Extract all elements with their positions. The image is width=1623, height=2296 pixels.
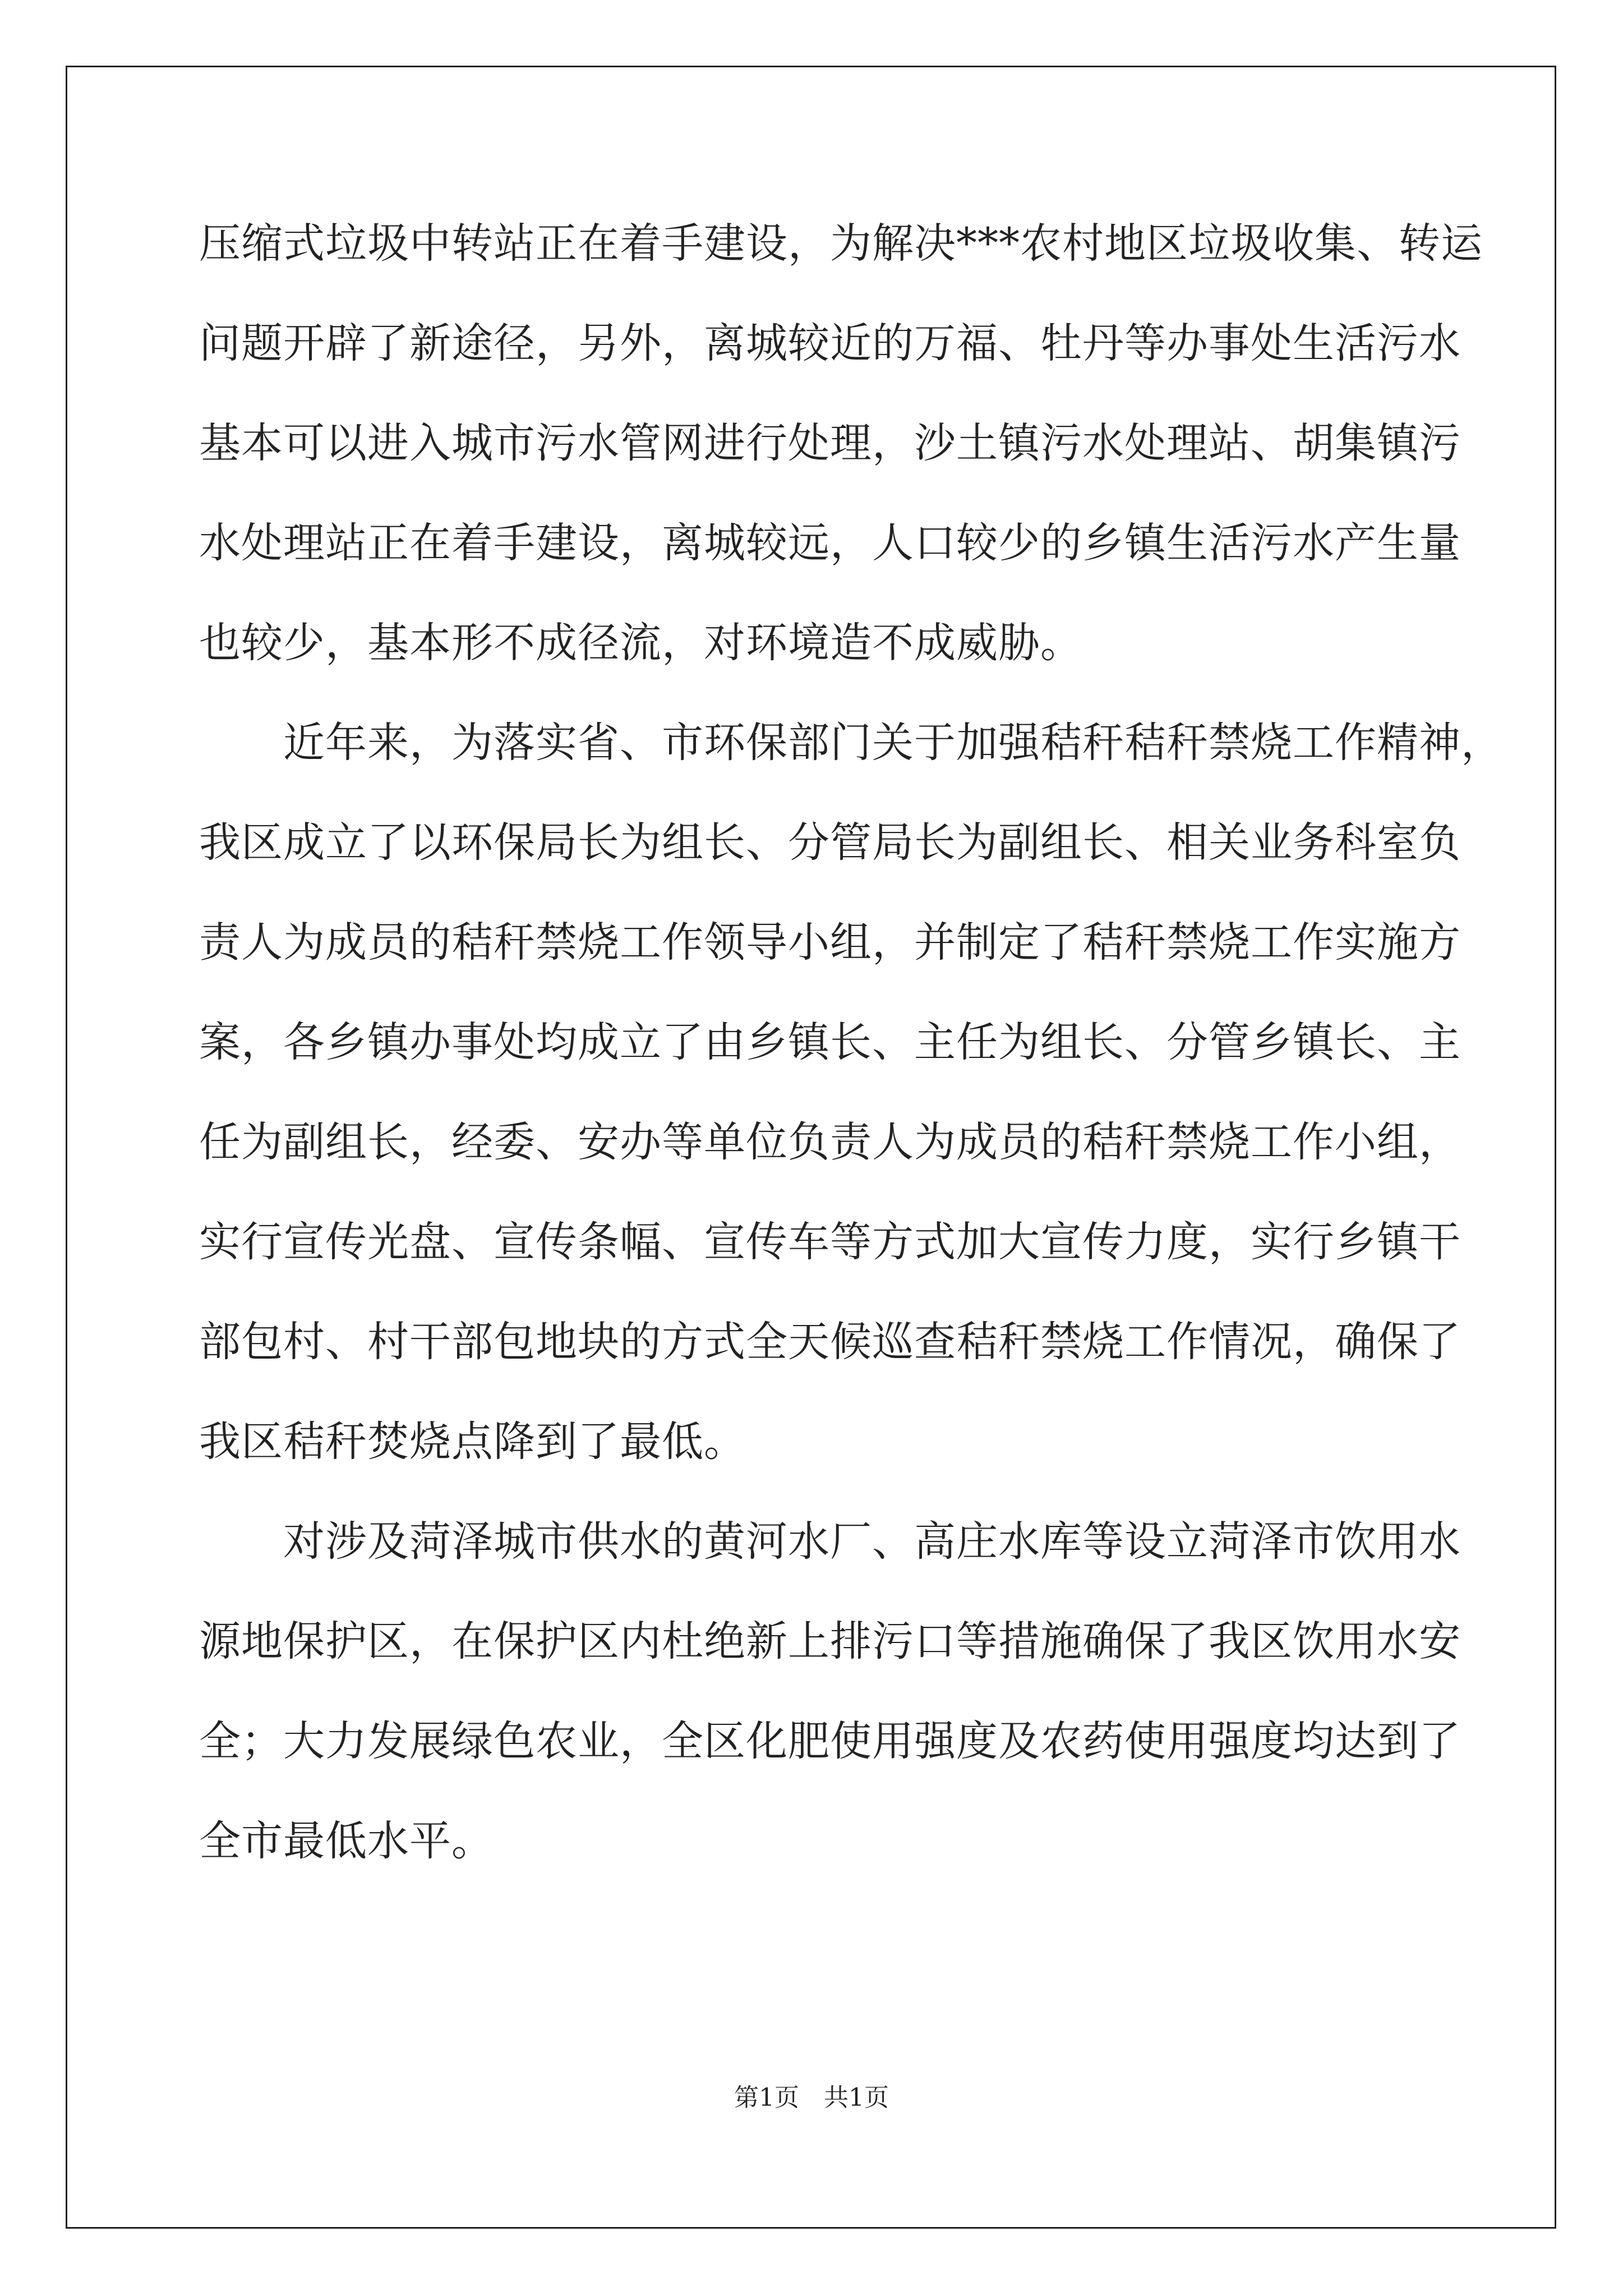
text-line: 基本可以进入城市污水管网进行处理，沙土镇污水处理站、胡集镇污 [199,419,1461,467]
text-line: 问题开辟了新途径，另外，离城较近的万福、牡丹等办事处生活污水 [199,319,1461,367]
text-line: 也较少，基本形不成径流，对环境造不成威胁。 [199,619,1082,667]
text-line: 近年来，为落实省、市环保部门关于加强秸秆秸秆禁烧工作精神， [199,719,1503,767]
text-line: 我区秸秆焚烧点降到了最低。 [199,1418,746,1466]
text-line: 案，各乡镇办事处均成立了由乡镇长、主任为组长、分管乡镇长、主 [199,1018,1461,1066]
text-line: 我区成立了以环保局长为组长、分管局长为副组长、相关业务科室负 [199,818,1461,867]
document-body [199,194,1503,1891]
text-line: 全；大力发展绿色农业，全区化肥使用强度及农药使用强度均达到了 [199,1717,1461,1765]
text-line: 水处理站正在着手建设，离城较远，人口较少的乡镇生活污水产生量 [199,519,1461,567]
text-line: 实行宣传光盘、宣传条幅、宣传车等方式加大宣传力度，实行乡镇干 [199,1218,1461,1266]
text-line: 压缩式垃圾中转站正在着手建设，为解决***农村地区垃圾收集、转运 [199,219,1483,268]
text-line: 任为副组长，经委、安办等单位负责人为成员的秸秆禁烧工作小组， [199,1118,1461,1166]
text-line: 全市最低水平。 [199,1817,494,1865]
page-footer: 第1页 共1页 [734,2083,889,2112]
text-line: 源地保护区，在保护区内杜绝新上排污口等措施确保了我区饮用水安 [199,1617,1461,1665]
text-line: 部包村、村干部包地块的方式全天候巡查秸秆禁烧工作情况，确保了 [199,1318,1461,1366]
text-line: 责人为成员的秸秆禁烧工作领导小组，并制定了秸秆禁烧工作实施方 [199,918,1461,967]
text-line: 对涉及菏泽城市供水的黄河水厂、高庄水库等设立菏泽市饮用水 [199,1517,1461,1566]
